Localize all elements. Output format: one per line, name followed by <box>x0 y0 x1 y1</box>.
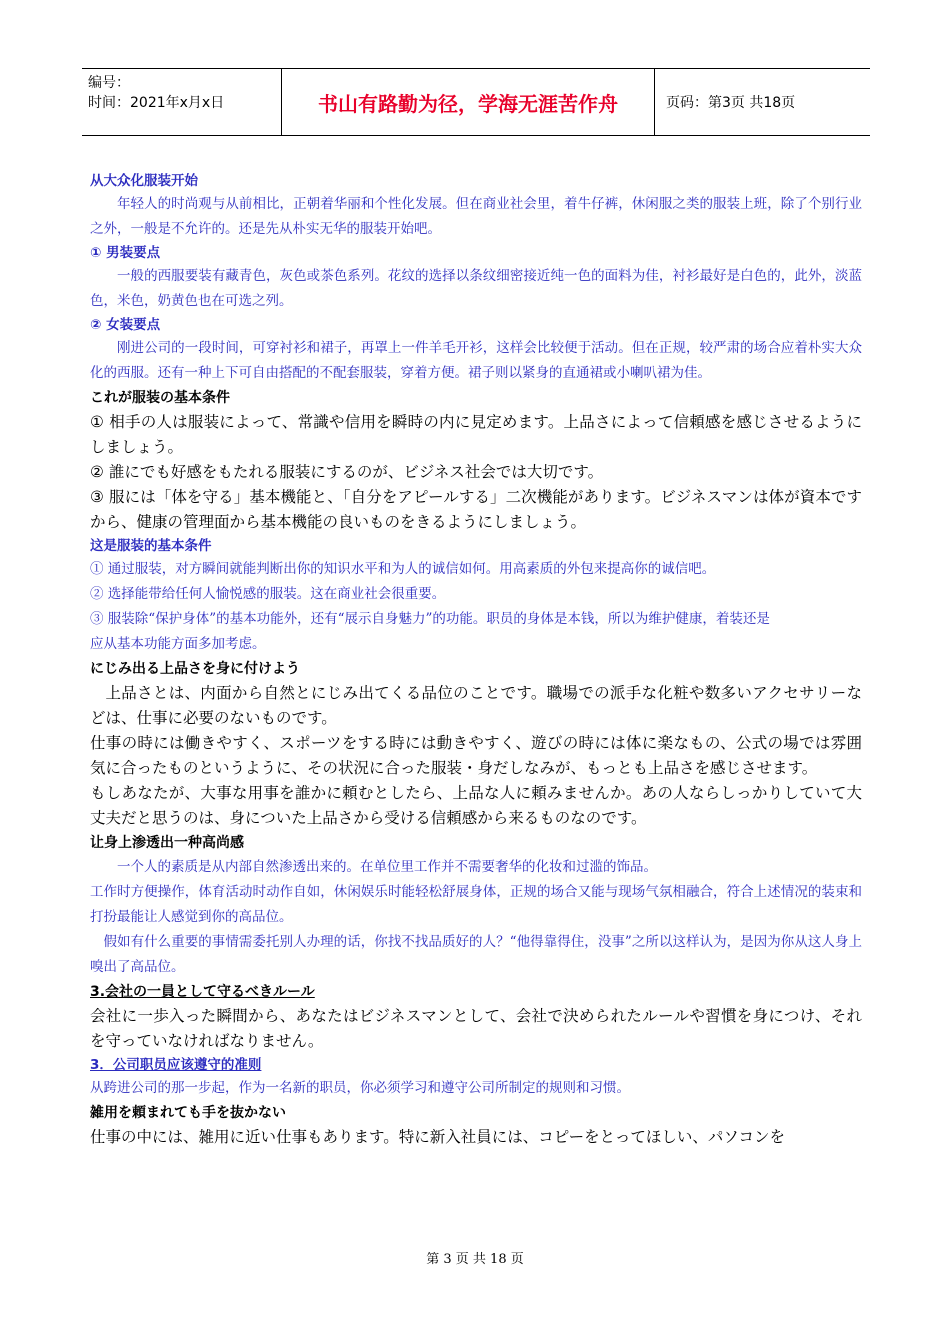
paragraph: 一般的西服要装有藏青色，灰色或茶色系列。花纹的选择以条纹细密接近纯一色的面料为佳，衬衫最好是白色的，此外，淡蓝色，米色，奶黄色也在可选之列。 <box>90 268 862 309</box>
paragraph: 会社に一歩入った瞬間から、あなたはビジネスマンとして、会社で決められたルールや習慣を身につけ、それを守っていなければなりません。 <box>90 1007 862 1050</box>
list-item: ① 相手の人は服装によって、常識や信用を瞬時の内に見定めます。上品さによって信頼感を感じさせるようにしましょう。 <box>90 413 862 456</box>
section-title: 这是服装的基本条件 <box>90 538 212 554</box>
paragraph: 一个人的素质是从内部自然渗透出来的。在单位里工作并不需要奢华的化妆和过滥的饰品。 <box>117 859 657 875</box>
paragraph: 工作时方便操作，体育活动时动作自如，休闲娱乐时能轻松舒展身体，正规的场合又能与现场气氛相融合，符合上述情况的装束和打扮最能让人感觉到你的高品位。 <box>90 884 862 925</box>
header-info-cell <box>82 69 282 135</box>
paragraph: もしあなたが、大事な用事を誰かに頼むとしたら、上品な人に頼みませんか。あの人ならしっかりしていて大丈夫だと思うのは、身についた上品さから受ける信頼感から来るものなのです。 <box>90 784 862 827</box>
page-footer: 第 3 页 共 18 页 <box>426 1252 524 1267</box>
section-title: 3.会社の一員として守るべきルール <box>90 984 315 1000</box>
time-label: 时间：2021年x月x日 <box>88 95 225 111</box>
number-label: 编号： <box>88 75 130 91</box>
header-motto: 书山有路勤为径，学海无涯苦作舟 <box>282 69 655 135</box>
paragraph: 刚进公司的一段时间，可穿衬衫和裙子，再罩上一件羊毛开衫，这样会比较便于活动。但在正规，较严肃的场合应着朴实大众化的西服。还有一种上下可自由搭配的不配套服装，穿着方便。裙子则以紧身的直通裙或小喇叭裙为佳。 <box>90 340 862 381</box>
subsection-title: ② 女装要点 <box>90 317 161 333</box>
paragraph: 从跨进公司的那一步起，作为一名新的职员，你必须学习和遵守公司所制定的规则和习惯。 <box>90 1080 630 1096</box>
section-title: 3．公司职员应该遵守的准则 <box>90 1057 262 1073</box>
paragraph: 年轻人的时尚观与从前相比，正朝着华丽和个性化发展。但在商业社会里，着牛仔裤，休闲服之类的服装上班，除了个别行业之外，一般是不允许的。还是先从朴实无华的服装开始吧。 <box>90 196 862 237</box>
section-title: これが服装の基本条件 <box>90 390 230 406</box>
section-title: 从大众化服装开始 <box>90 173 198 189</box>
document-body <box>90 170 862 1150</box>
list-item: ① 通过服装，对方瞬间就能判断出你的知识水平和为人的诚信如何。用高素质的外包来提高你的诚信吧。 <box>90 561 716 577</box>
page-header <box>82 68 870 136</box>
list-item: ③ 服装除“保护身体”的基本功能外，还有“展示自身魅力”的功能。职员的身体是本钱，所以为维护健康，着装还是 <box>90 611 770 627</box>
paragraph: 假如有什么重要的事情需委托别人办理的话，你找不找品质好的人？“他得靠得住，没事”之所以这样认为，是因为你从这人身上嗅出了高品位。 <box>90 934 862 975</box>
paragraph: 仕事の時には働きやすく、スポーツをする時には動きやすく、遊びの時には体に楽なもの、公式の場では雰囲気に合ったものというように、その状況に合った服装・身だしなみが、もっとも上品さを感じさせます。 <box>90 734 862 777</box>
list-item: ② 誰にでも好感をもたれる服装にするのが、ビジネス社会では大切です。 <box>90 463 604 481</box>
section-title: 雑用を頼まれても手を抜かない <box>90 1105 286 1121</box>
list-item-continuation: 应从基本功能方面多加考虑。 <box>90 636 266 652</box>
paragraph: 仕事の中には、雑用に近い仕事もあります。特に新入社員には、コピーをとってほしい、パソコンを <box>90 1128 786 1146</box>
list-item: ③ 服には「体を守る」基本機能と、「自分をアピールする」二次機能があります。ビジネスマンは体が資本ですから、健康の管理面から基本機能の良いものをきるようにしましょう。 <box>90 488 862 531</box>
section-title: 让身上渗透出一种高尚感 <box>90 835 244 851</box>
header-page-label: 页码：第3页 共18页 <box>666 95 796 111</box>
section-title: にじみ出る上品さを身に付けよう <box>90 661 300 677</box>
list-item: ② 选择能带给任何人愉悦感的服装。这在商业社会很重要。 <box>90 586 446 602</box>
subsection-title: ① 男装要点 <box>90 245 161 261</box>
paragraph: 上品さとは、内面から自然とにじみ出てくる品位のことです。職場での派手な化粧や数多いアクセサリーなどは、仕事に必要のないものです。 <box>90 684 862 727</box>
